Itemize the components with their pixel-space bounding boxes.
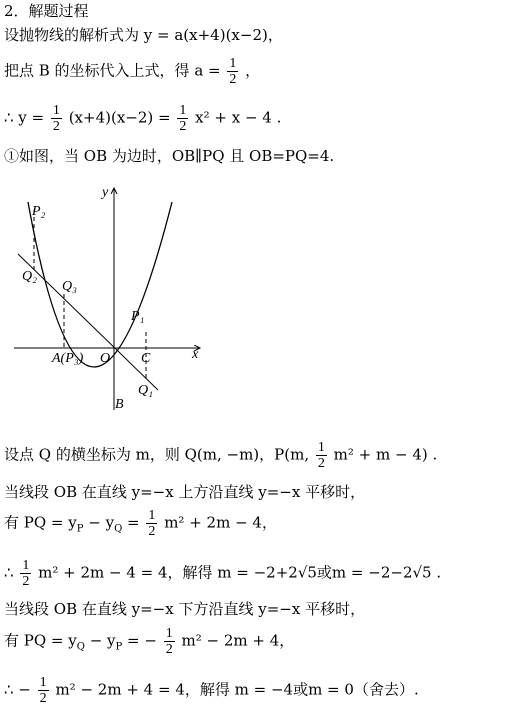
label-c: C	[141, 351, 151, 366]
line-9: 当线段 OB 在直线 y=−x 下方沿直线 y=−x 平移时，	[4, 600, 366, 618]
line-4: ①如图，当 OB 为边时，OB∥PQ 且 OB=PQ=4.	[4, 147, 335, 165]
fraction: $\frac{1}{2}$	[148, 508, 156, 539]
fraction: $\frac{1}{2}$	[22, 558, 30, 589]
label-b: B	[115, 397, 124, 412]
label-y: y	[102, 185, 109, 200]
fraction: $\frac{1}{2}$	[165, 626, 173, 657]
label-a-p3: A(P₃)	[52, 351, 84, 366]
line-10: 有 PQ = $y_Q - y_P$ = − $\frac{1}{2}$ m² − 2m + 4，	[4, 626, 295, 657]
fraction: $\frac{1}{2}$	[179, 103, 187, 134]
fraction: $\frac{1}{2}$	[229, 56, 237, 87]
line-1: 设抛物线的解析式为 y = a(x+4)(x−2)，	[4, 26, 283, 44]
fraction: $\frac{1}{2}$	[52, 103, 60, 134]
label-p2: P₂	[32, 204, 46, 219]
label-o: O	[100, 351, 111, 366]
line-8: ∴ $\frac{1}{2}$ m² + 2m − 4 = 4，解得 m = −2+2√5或m = −2−2√5 .	[4, 558, 442, 589]
line-11: ∴ − $\frac{1}{2}$ m² − 2m + 4 = 4，解得 m = −4或m = 0（舍去）.	[4, 675, 419, 706]
line-5: 设点 Q 的横坐标为 m，则 Q(m, −m)，P(m, $\frac{1}{2}$ m² + m − 4) .	[4, 440, 438, 471]
label-p1: P₁	[131, 309, 145, 324]
parabola-figure	[0, 180, 220, 425]
label-x: x	[192, 347, 199, 362]
label-q3: Q₃	[62, 279, 77, 294]
page-title: 2．解题过程	[4, 2, 89, 20]
line-2: 把点 B 的坐标代入上式，得 a = $\frac{1}{2}$ ，	[4, 56, 261, 87]
line-6: 当线段 OB 在直线 y=−x 上方沿直线 y=−x 平移时，	[4, 483, 366, 501]
label-q1: Q₁	[138, 383, 153, 398]
label-q2: Q₂	[22, 269, 37, 284]
fraction: $\frac{1}{2}$	[39, 675, 47, 706]
fraction: $\frac{1}{2}$	[317, 440, 325, 471]
line-7: 有 PQ = $y_P - y_Q$ = $\frac{1}{2}$ m² + 2m − 4，	[4, 508, 277, 539]
line-3: ∴ y = $\frac{1}{2}$ (x+4)(x−2) = $\frac{1}{2}$ x² + x − 4 .	[4, 103, 282, 134]
